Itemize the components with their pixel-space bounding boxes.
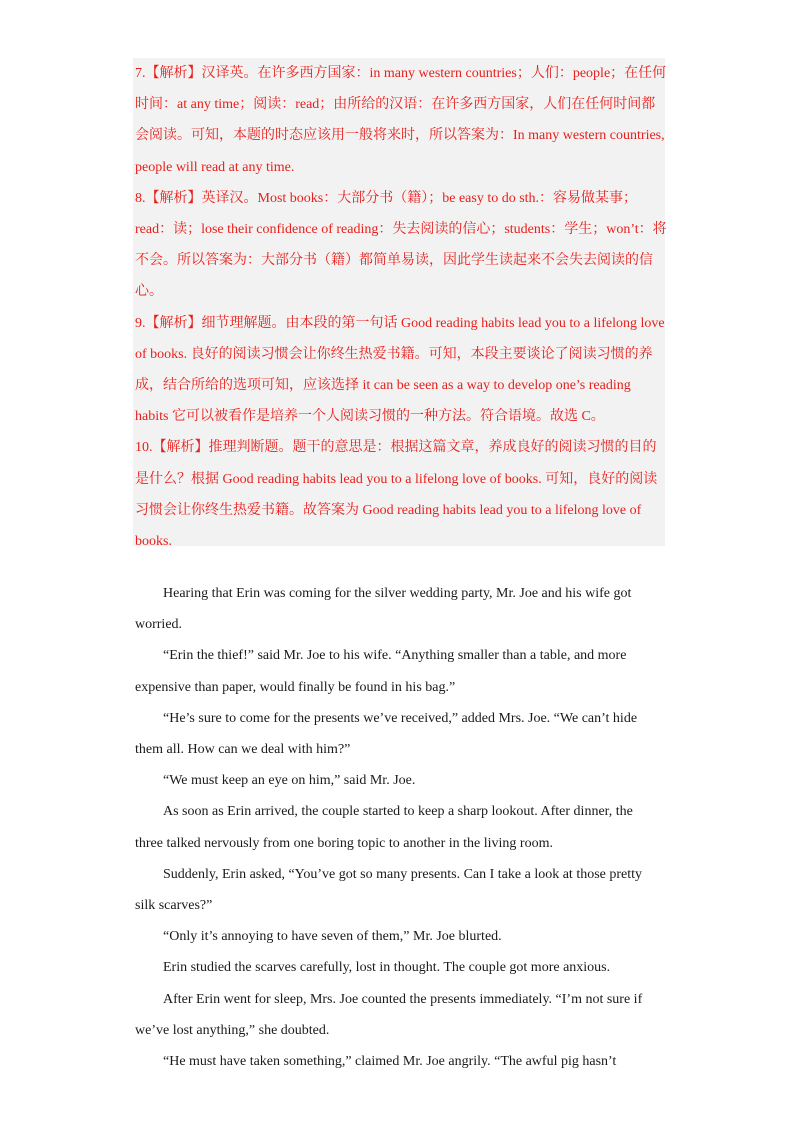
passage-paragraph: “We must keep an eye on him,” said Mr. Joe. [163, 773, 416, 789]
passage-paragraph: Suddenly, Erin asked, “You’ve got so many presents. Can I take a look at those pretty silk scarves?” [135, 866, 643, 914]
answer-item-7: 7.【解析】汉译英。在许多西方国家：in many western countries；人们：people；在任何时间：at any time；阅读：read；由所给的汉语：在许多西方国家，人们在任何时间都会阅读。可知，本题的时态应该用一般将来时，所以答案为：In many western countries, people will read at any time. [135, 66, 667, 175]
answer-item-8: 8.【解析】英译汉。Most books：大部分书（籍）；be easy to do sth.：容易做某事；read：读；lose their confidence of reading：失去阅读的信心；students：学生；won’t：将不会。所以答案为：大部分书（籍）都简单易读，因此学生读起来不会失去阅读的信心。 [135, 190, 667, 300]
passage-paragraph: “He’s sure to come for the presents we’ve received,” added Mrs. Joe. “We can’t hide them all. How can we deal with him?” [135, 710, 638, 758]
passage-paragraph: Erin studied the scarves carefully, lost in thought. The couple got more anxious. [163, 960, 611, 976]
answer-item-10: 10.【解析】推理判断题。题干的意思是：根据这篇文章，养成良好的阅读习惯的目的是什么？根据 Good reading habits lead you to a lifelong love of books. 可知，良好的阅读习惯会让你终生热爱书籍。故答案为 Good reading habits lead you to a lifelong love of books. [135, 440, 658, 550]
passage-paragraph: After Erin went for sleep, Mrs. Joe counted the presents immediately. “I’m not sure if we’ve lost anything,” she doubted. [135, 991, 643, 1038]
passage-paragraph: Hearing that Erin was coming for the silver wedding party, Mr. Joe and his wife got worried. [135, 586, 632, 633]
passage-paragraph: “He must have taken something,” claimed Mr. Joe angrily. “The awful pig hasn’t [163, 1054, 617, 1070]
answer-item-9: 9.【解析】细节理解题。由本段的第一句话 Good reading habits lead you to a lifelong love of books. 良好的阅读习惯会让你终生热爱书籍。可知，本段主要谈论了阅读习惯的养成，结合所给的选项可知，应该选择 it can be seen as a way to develop one’s reading habits 它可以被看作是培养一个人阅读习惯的一种方法。符合语境。故选 C。 [135, 315, 665, 425]
answer-explanations [135, 58, 667, 557]
passage-paragraph: As soon as Erin arrived, the couple started to keep a sharp lookout. After dinner, the three talked nervously from one boring topic to another in the living room. [135, 804, 633, 851]
reading-passage [135, 578, 660, 1077]
passage-paragraph: “Erin the thief!” said Mr. Joe to his wife. “Anything smaller than a table, and more expensive than paper, would finally be found in his bag.” [135, 648, 627, 695]
passage-paragraph: “Only it’s annoying to have seven of them,” Mr. Joe blurted. [163, 929, 502, 945]
